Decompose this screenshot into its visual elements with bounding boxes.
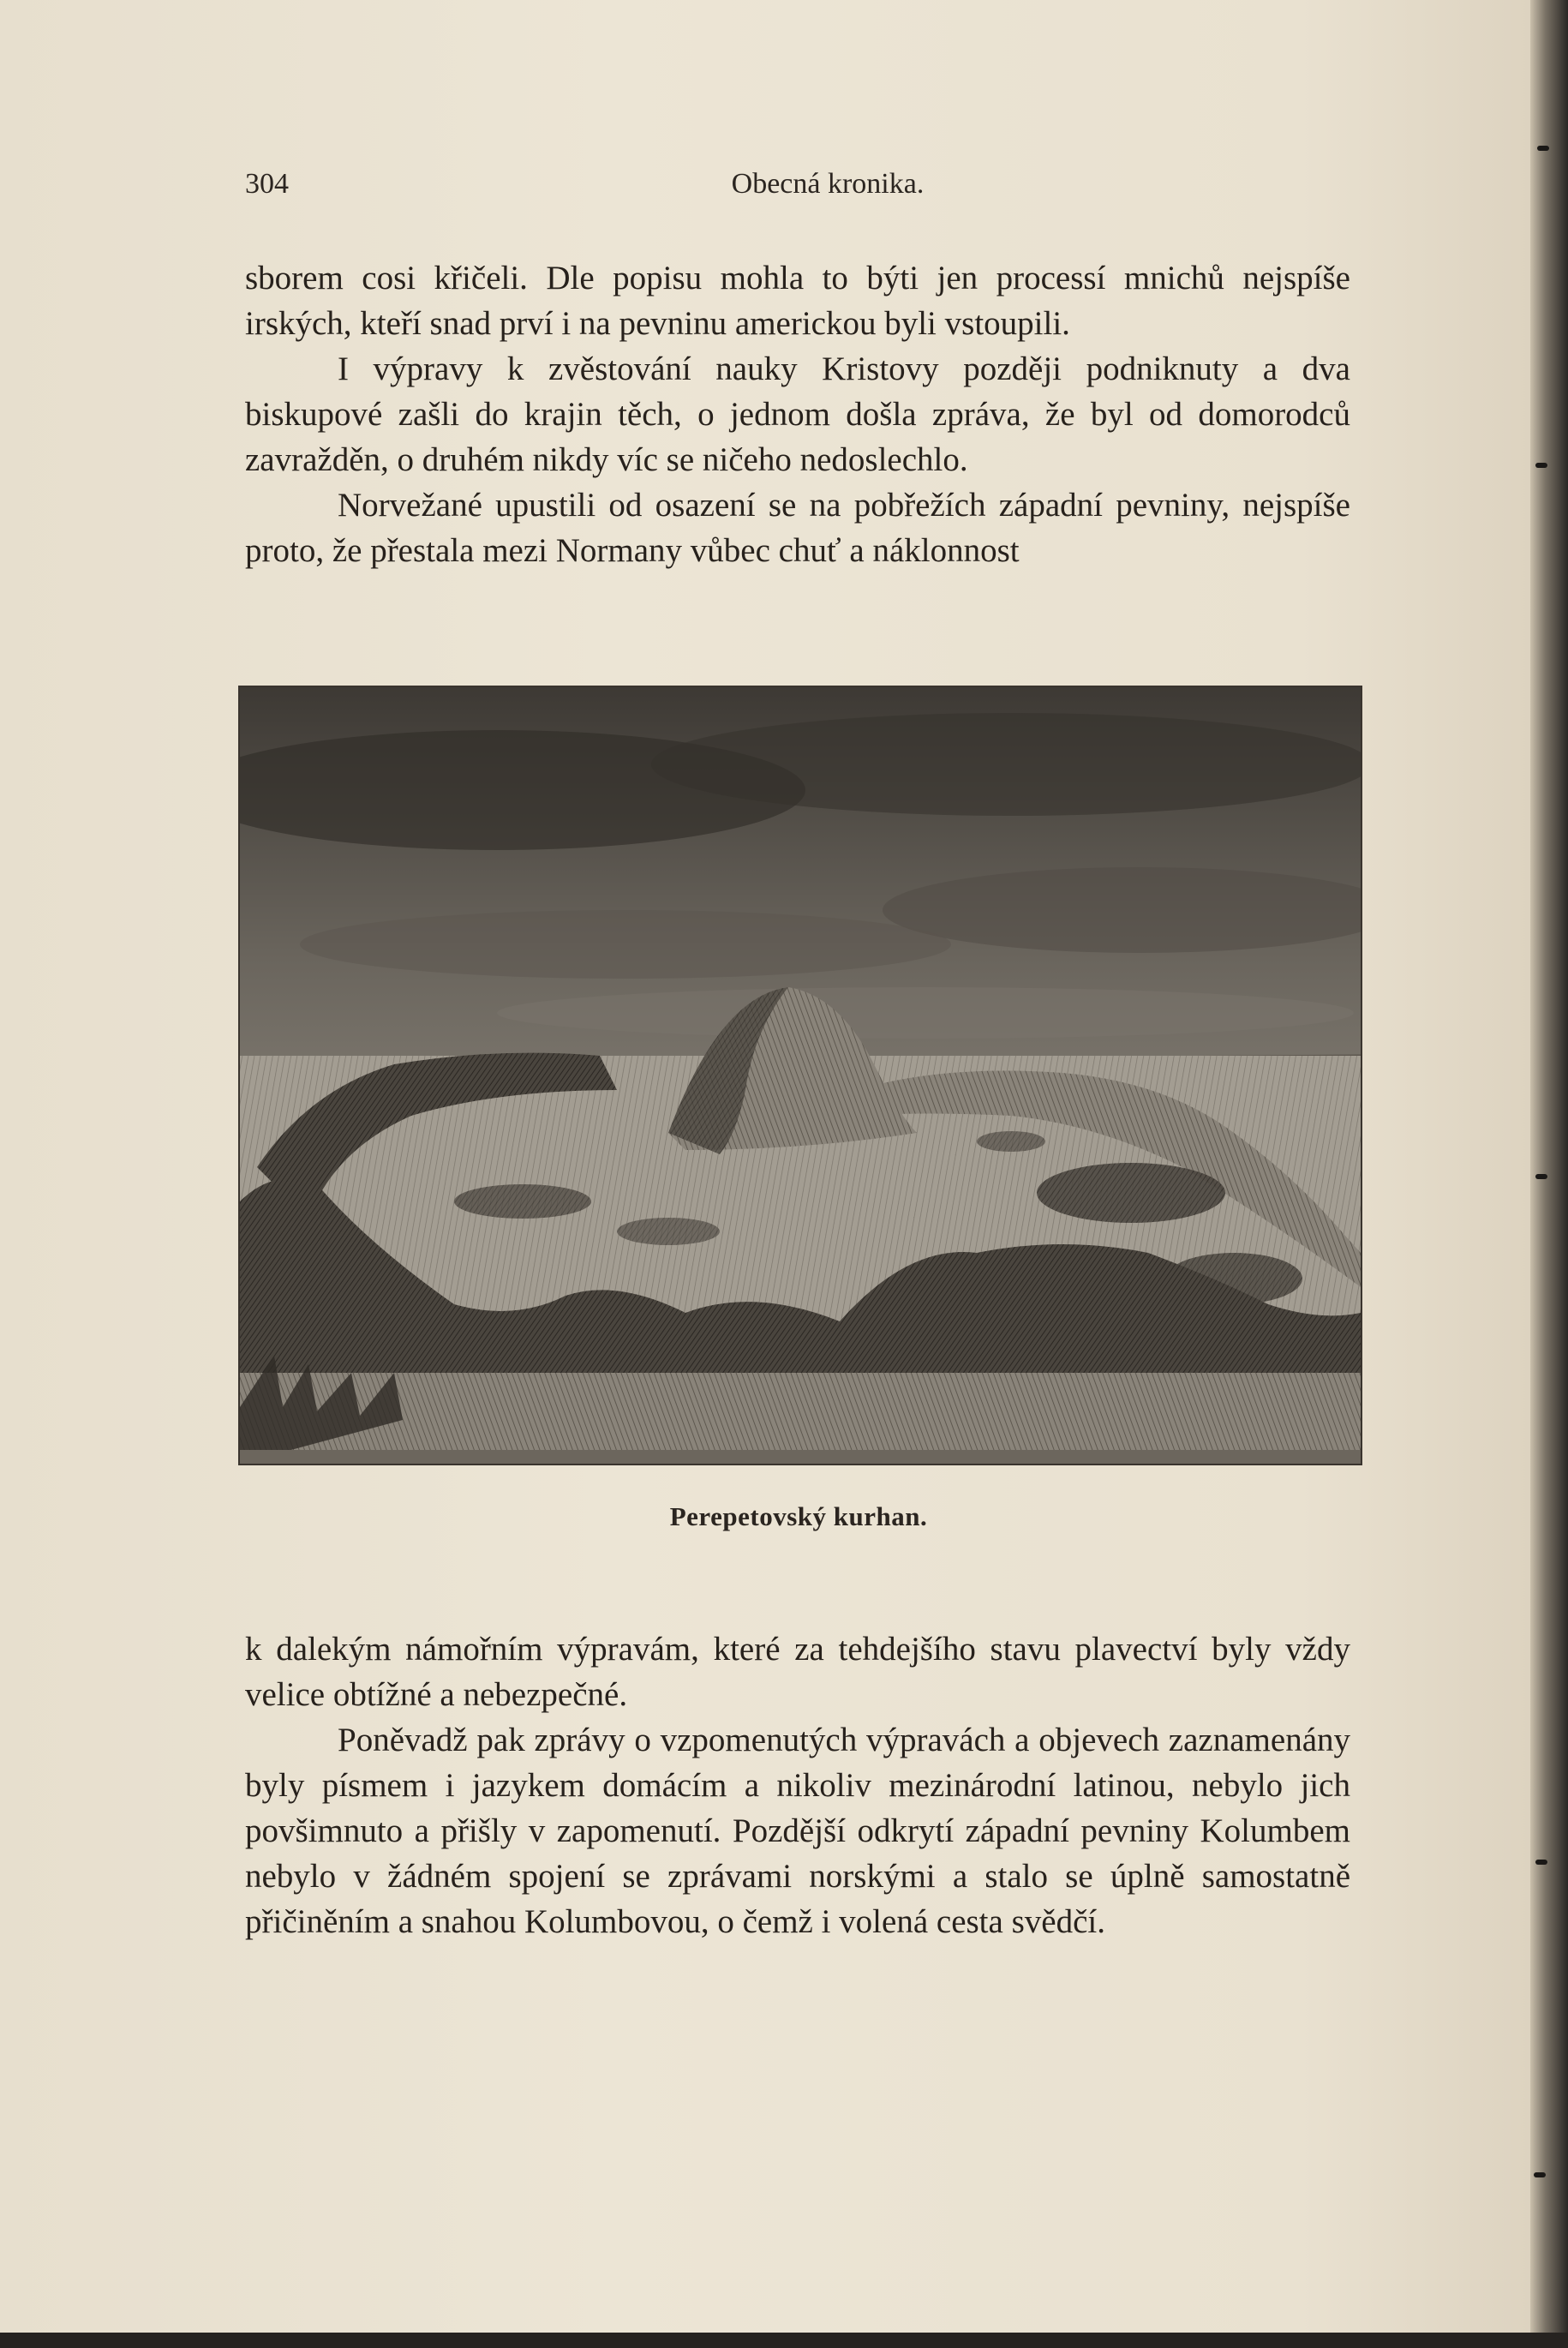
edge-mark (1535, 463, 1547, 468)
edge-mark (1534, 2172, 1546, 2177)
running-title: Obecná kronika. (731, 168, 925, 200)
scan-border (0, 2333, 1568, 2348)
edge-mark (1535, 1860, 1547, 1865)
figure-caption: Perepetovský kurhan. (669, 1501, 928, 1531)
page-edge (1530, 0, 1568, 2348)
page-header (245, 168, 1350, 202)
paragraph: I výpravy k zvěstování nauky Kristovy později podniknuty a dva biskupové zašli do krajin těch, o jednom došla zpráva, že byl od domorodců zavražděn, o druhém nikdy víc se ničeho nedoslechlo. (245, 350, 1350, 478)
paragraph: Poněvadž pak zprávy o vzpomenutých výpravách a objevech zaznamenány byly písmem i jazykem domácím a nikoliv mezinárodní latinou, nebylo jich povšimnuto a přišly v zapomenutí. Pozdější odkrytí západní pevniny Kolumbem nebylo v žádném spojení se zprávami norskými a stalo se úplně samostatně přičiněním a snahou Kolumbovou, o čemž i volená cesta svědčí. (245, 1722, 1350, 1940)
text-block-bottom (245, 1626, 1350, 1944)
paragraph: Norvežané upustili od osazení se na pobřežích západní pevniny, nejspíše proto, že přestala mezi Normany vůbec chuť a náklonnost (245, 487, 1350, 569)
page-number: 304 (245, 168, 289, 200)
edge-mark (1537, 146, 1549, 151)
kurhan-engraving (240, 687, 1361, 1464)
paragraph: sborem cosi křičeli. Dle popisu mohla to býti jen processí mnichů nejspíše irských, kteří snad prví i na pevninu americkou byli vstoupili. (245, 260, 1350, 342)
engraving-illustration (238, 686, 1362, 1465)
text-block-top (245, 255, 1350, 573)
edge-mark (1535, 1174, 1547, 1179)
paragraph: k dalekým námořním výpravám, které za tehdejšího stavu plavectví byly vždy velice obtížné a nebezpečné. (245, 1631, 1350, 1713)
